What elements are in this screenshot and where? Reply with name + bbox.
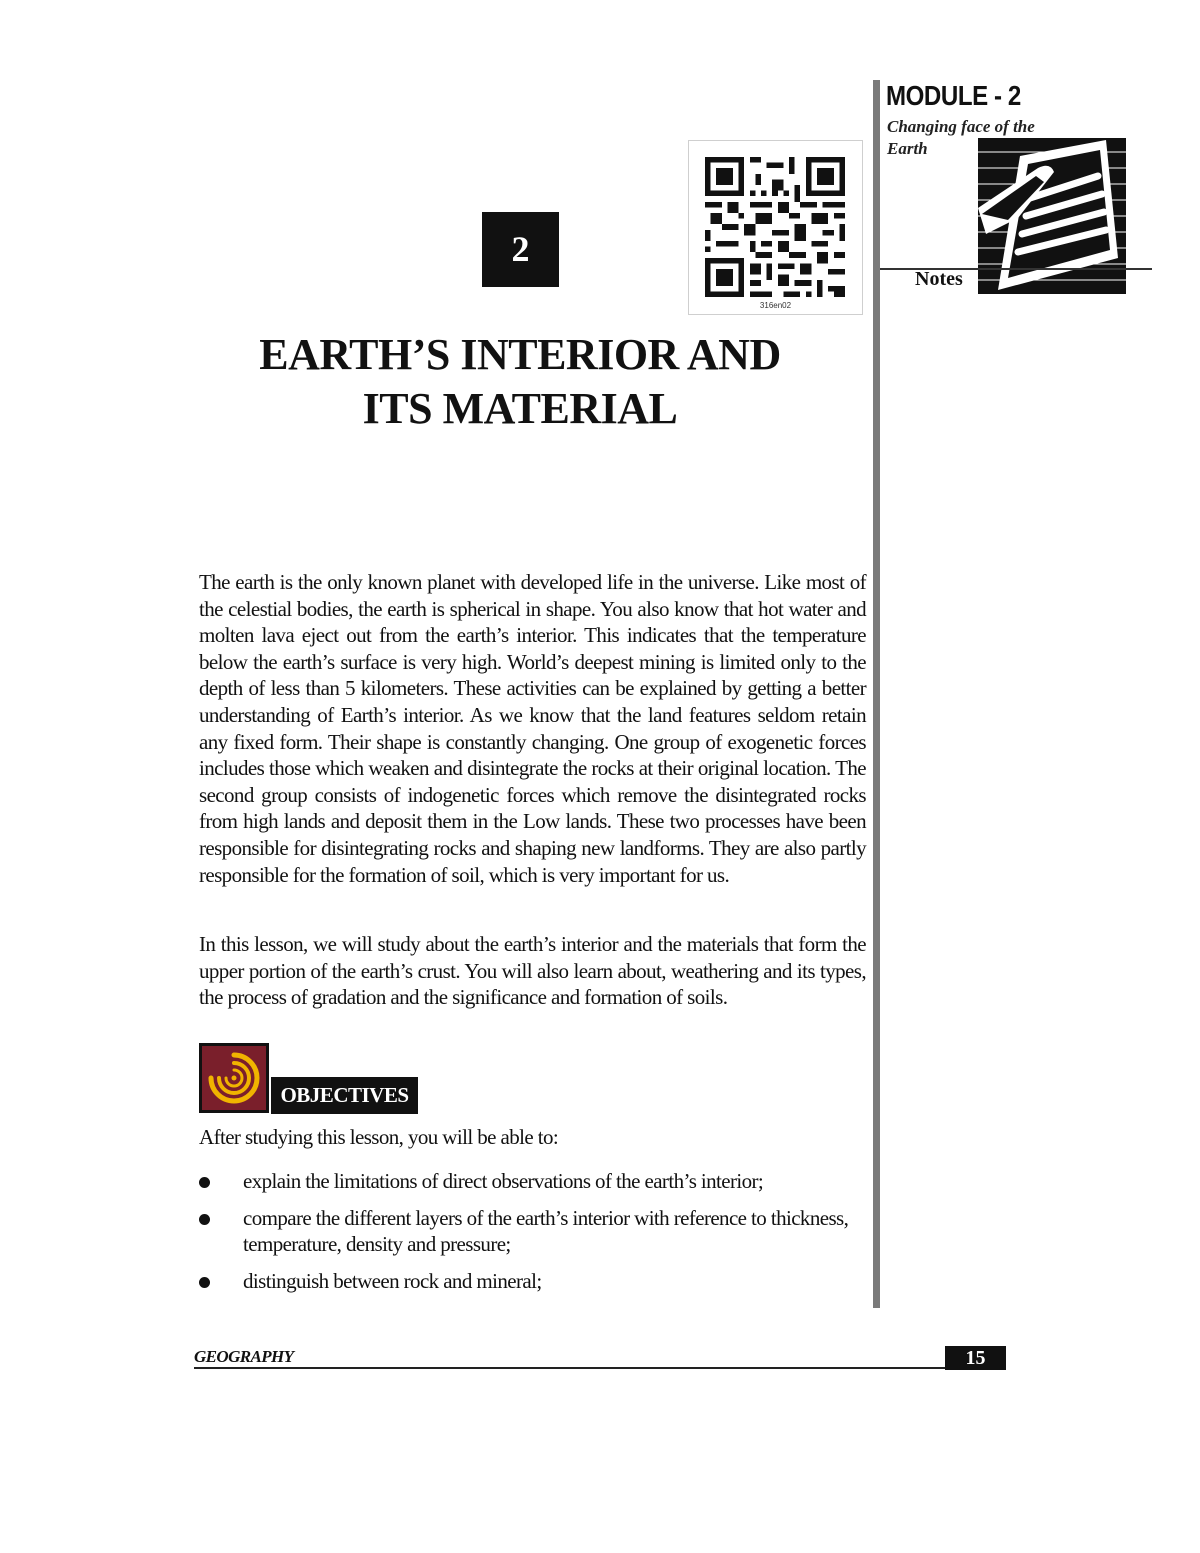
list-item: [199, 1168, 866, 1195]
bullet-icon: [199, 1214, 210, 1225]
chapter-title-line-2: ITS MATERIAL: [362, 384, 678, 433]
chapter-number: 2: [482, 212, 559, 287]
objective-text: distinguish between rock and mineral;: [243, 1268, 542, 1293]
objectives-intro: After studying this lesson, you will be able to:: [199, 1125, 559, 1149]
target-spiral-icon: [199, 1043, 269, 1113]
qr-code-label: 316en02: [759, 301, 792, 310]
module-title: MODULE - 2: [886, 80, 1021, 111]
chapter-title: [200, 328, 840, 436]
list-item: [199, 1205, 866, 1258]
bullet-icon: [199, 1177, 210, 1188]
objective-text: compare the different layers of the earth’s interior with reference to thickness, temperature, density and pressure;: [243, 1205, 849, 1257]
hand-writing-icon: [978, 138, 1126, 294]
lesson-overview-paragraph: In this lesson, we will study about the earth’s interior and the materials that form the upper portion of the earth’s crust. You will also learn about, weathering and its types, the process of gradation and the significance and formation of soils.: [199, 932, 866, 1010]
module-subtitle: Changing face of the Earth: [887, 117, 1035, 158]
list-item: [199, 1268, 866, 1295]
chapter-title-line-1: EARTH’S INTERIOR AND: [259, 330, 781, 379]
page-number: 15: [945, 1346, 1006, 1370]
objectives-list: [199, 1168, 866, 1304]
intro-paragraph: The earth is the only known planet with developed life in the universe. Like most of the celestial bodies, the earth is spherical in shape. You also know that hot water and molten lava eject out from the earth’s interior. This indicates that the temperature below the earth’s surface is very high. World’s deepest mining is limited only to the depth of less than 5 kilometers. These activities can be explained by getting a better understanding of Earth’s interior. As we know that the land features seldom retain any fixed form. Their shape is constantly changing. One group of exogenetic forces includes those which weaken and disintegrate the rocks at their original location. The second group consists of indogenetic forces which remove the disintegrated rocks from high lands and deposit them in the Low lands. These two processes have been responsible for disintegrating rocks and shaping new landforms. They are also partly responsible for the formation of soil, which is very important for us.: [199, 570, 866, 887]
qr-code-frame[interactable]: [688, 140, 863, 315]
bullet-icon: [199, 1277, 210, 1288]
qr-code-icon: [705, 157, 845, 297]
objectives-heading: OBJECTIVES: [271, 1077, 418, 1114]
margin-rule: [873, 80, 880, 1308]
footer-rule: [194, 1367, 1006, 1369]
objective-text: explain the limitations of direct observations of the earth’s interior;: [243, 1169, 764, 1193]
footer-subject: GEOGRAPHY: [194, 1347, 294, 1366]
notes-label: Notes: [915, 268, 963, 290]
